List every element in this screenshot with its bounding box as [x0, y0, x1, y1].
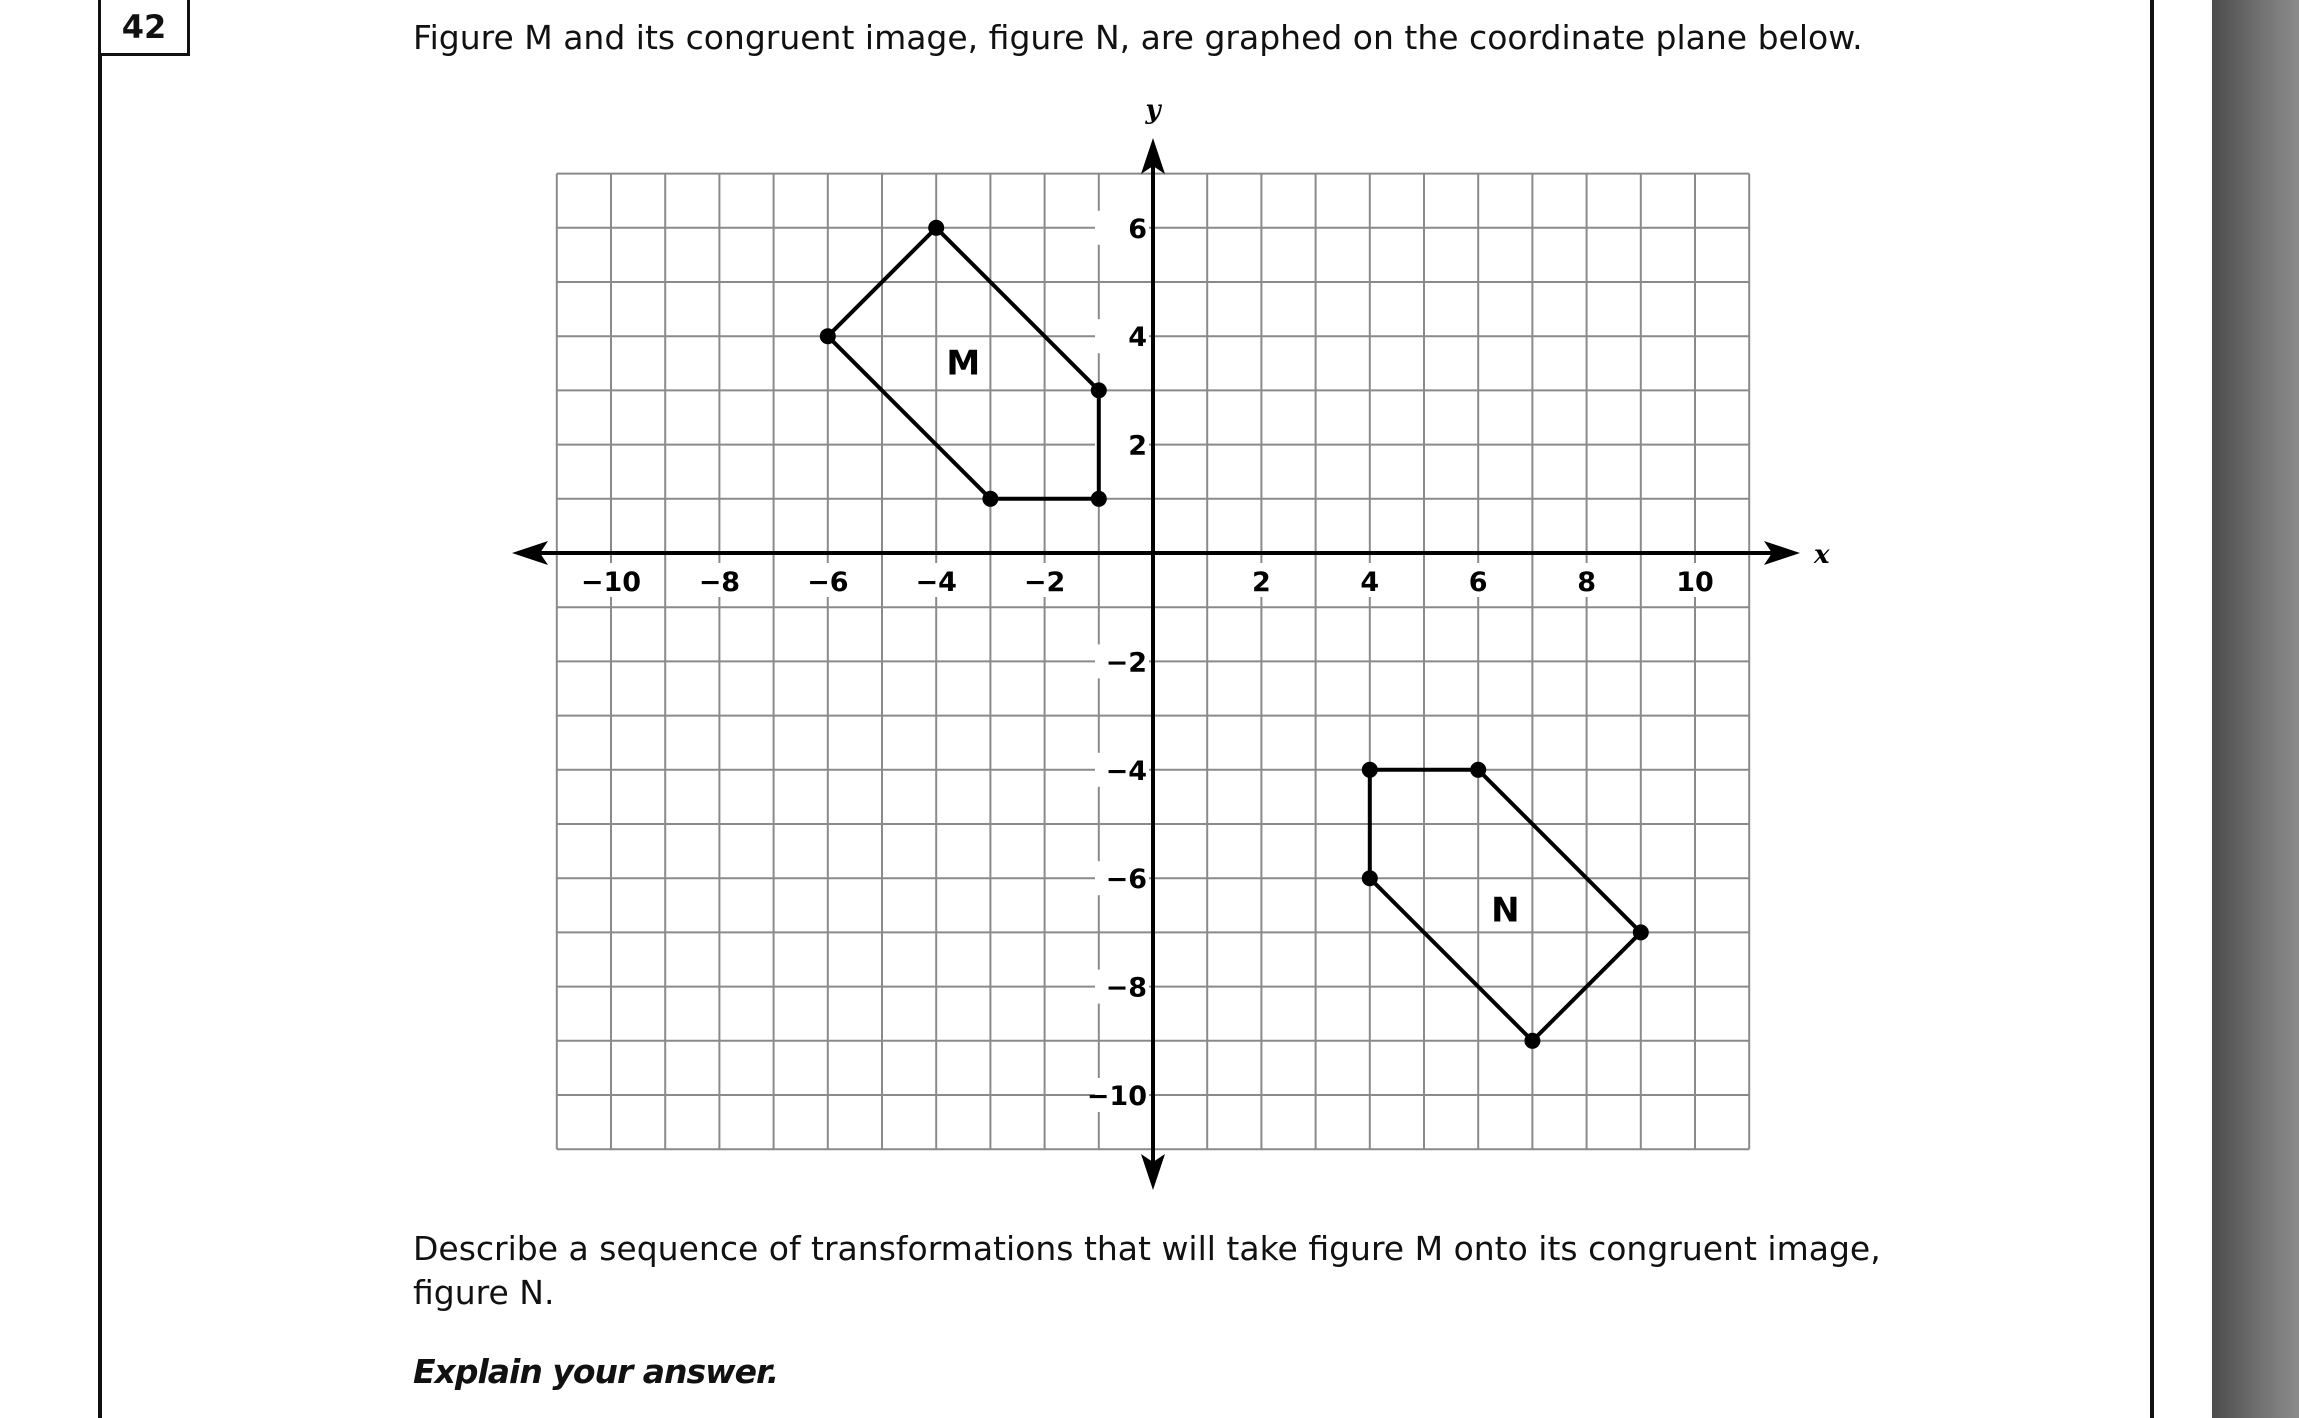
- figure-n-vertex: [1362, 762, 1378, 778]
- figure-n-vertex: [1470, 762, 1486, 778]
- question-instruction: Describe a sequence of transformations that will take figure M onto its congruent image, figure N.: [413, 1229, 1881, 1312]
- figure-m-vertex: [982, 491, 998, 507]
- y-tick-label: −8: [1105, 972, 1147, 1004]
- axes: [512, 95, 1830, 1190]
- figure-n-vertex: [1362, 870, 1378, 886]
- figure-m-vertex: [820, 328, 836, 344]
- x-tick-label: 6: [1468, 567, 1488, 598]
- x-tick-label: −8: [698, 567, 741, 598]
- x-tick-label: −2: [1023, 567, 1066, 598]
- x-tick-label: 4: [1360, 567, 1380, 598]
- y-tick-label: 6: [1128, 213, 1147, 245]
- figure-n-vertex: [1633, 924, 1649, 940]
- figure-m-label: M: [946, 343, 981, 384]
- x-tick-label: −4: [915, 567, 957, 598]
- figure-m-vertex: [1091, 491, 1107, 507]
- y-tick-label: −10: [1086, 1081, 1147, 1112]
- y-tick-label: 2: [1128, 430, 1147, 462]
- figure-n-label: N: [1491, 890, 1520, 931]
- y-tick-label: −2: [1105, 647, 1147, 679]
- figures: [820, 220, 1649, 1049]
- y-axis-label: y: [1145, 95, 1161, 125]
- y-tick-label: 4: [1128, 322, 1147, 354]
- figure-n-vertex: [1524, 1033, 1540, 1049]
- y-tick-label: −6: [1105, 864, 1147, 896]
- x-tick-label: 10: [1676, 567, 1714, 598]
- question-number: 42: [98, 0, 190, 56]
- x-tick-label: 8: [1577, 567, 1596, 598]
- x-tick-label: −6: [807, 567, 849, 598]
- x-axis-label: x: [1814, 540, 1830, 570]
- y-tick-label: −4: [1105, 755, 1147, 787]
- x-tick-label: 2: [1252, 567, 1271, 598]
- figure-m-vertex: [1091, 382, 1107, 398]
- question-prompt: Figure M and its congruent image, figure N, are graphed on the coordinate plane below.: [413, 18, 1863, 57]
- explain-prompt: Explain your answer.: [413, 1352, 779, 1391]
- figure-m-vertex: [928, 220, 944, 236]
- x-tick-label: −10: [580, 567, 642, 598]
